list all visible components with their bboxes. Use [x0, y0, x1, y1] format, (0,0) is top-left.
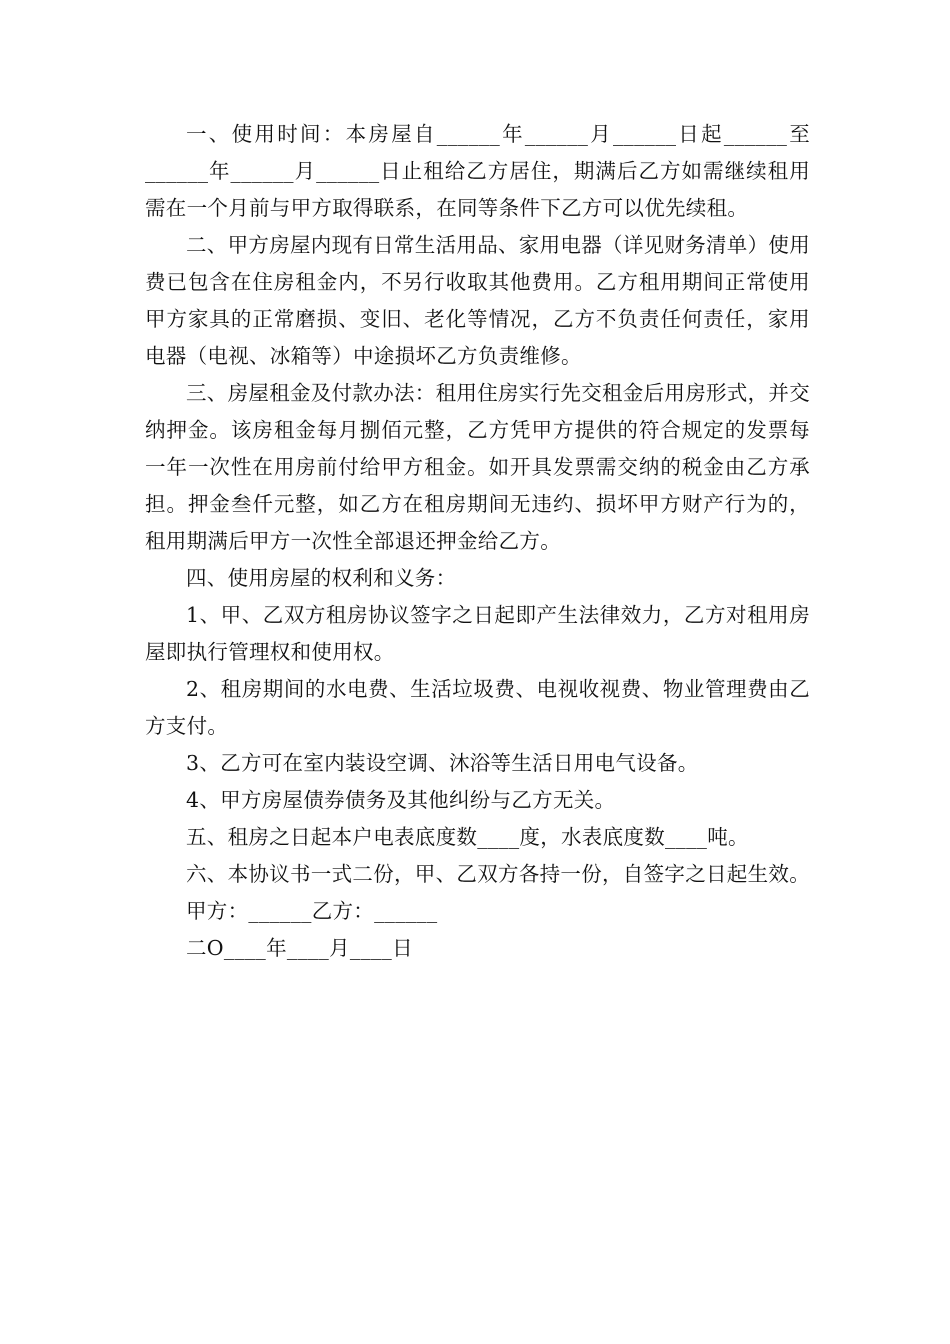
clause-household-items: 二、甲方房屋内现有日常生活用品、家用电器（详见财务清单）使用费已包含在住房租金内，不另行收取其他费用。乙方租用期间正常使用甲方家具的正常磨损、变旧、老化等情况，乙方不负责任何责任，家用电器（电视、冰箱等）中途损坏乙方负责维修。	[145, 233, 810, 368]
sub-clause-3: 3、乙方可在室内装设空调、沐浴等生活日用电气设备。	[186, 751, 699, 775]
document-body	[145, 116, 810, 967]
date-line: 二O____年____月____日	[186, 936, 413, 960]
signature-line: 甲方：______乙方：______	[186, 899, 438, 923]
sub-clause-1: 1、甲、乙双方租房协议签字之日起即产生法律效力，乙方对租用房屋即执行管理权和使用权。	[145, 603, 810, 664]
clause-usage-period: 一、使用时间：本房屋自______年______月______日起______至______年______月______日止租给乙方居住，期满后乙方如需继续租用需在一个月前与甲方取得联系，在同等条件下乙方可以优先续租。	[145, 122, 810, 220]
sub-clause-2: 2、租房期间的水电费、生活垃圾费、电视收视费、物业管理费由乙方支付。	[145, 677, 810, 738]
sub-clause-4: 4、甲方房屋债券债务及其他纠纷与乙方无关。	[186, 788, 616, 812]
clause-meter-readings: 五、租房之日起本户电表底度数____度，水表底度数____吨。	[186, 825, 749, 849]
clause-rent-payment: 三、房屋租金及付款办法：租用住房实行先交租金后用房形式，并交纳押金。该房租金每月捌佰元整，乙方凭甲方提供的符合规定的发票每一年一次性在用房前付给甲方租金。如开具发票需交纳的税金由乙方承担。押金叁仟元整，如乙方在租房期间无违约、损坏甲方财产行为的，租用期满后甲方一次性全部退还押金给乙方。	[145, 381, 810, 553]
clause-copies: 六、本协议书一式二份，甲、乙双方各持一份，自签字之日起生效。	[186, 862, 810, 886]
clause-rights-obligations-heading: 四、使用房屋的权利和义务：	[186, 566, 457, 590]
